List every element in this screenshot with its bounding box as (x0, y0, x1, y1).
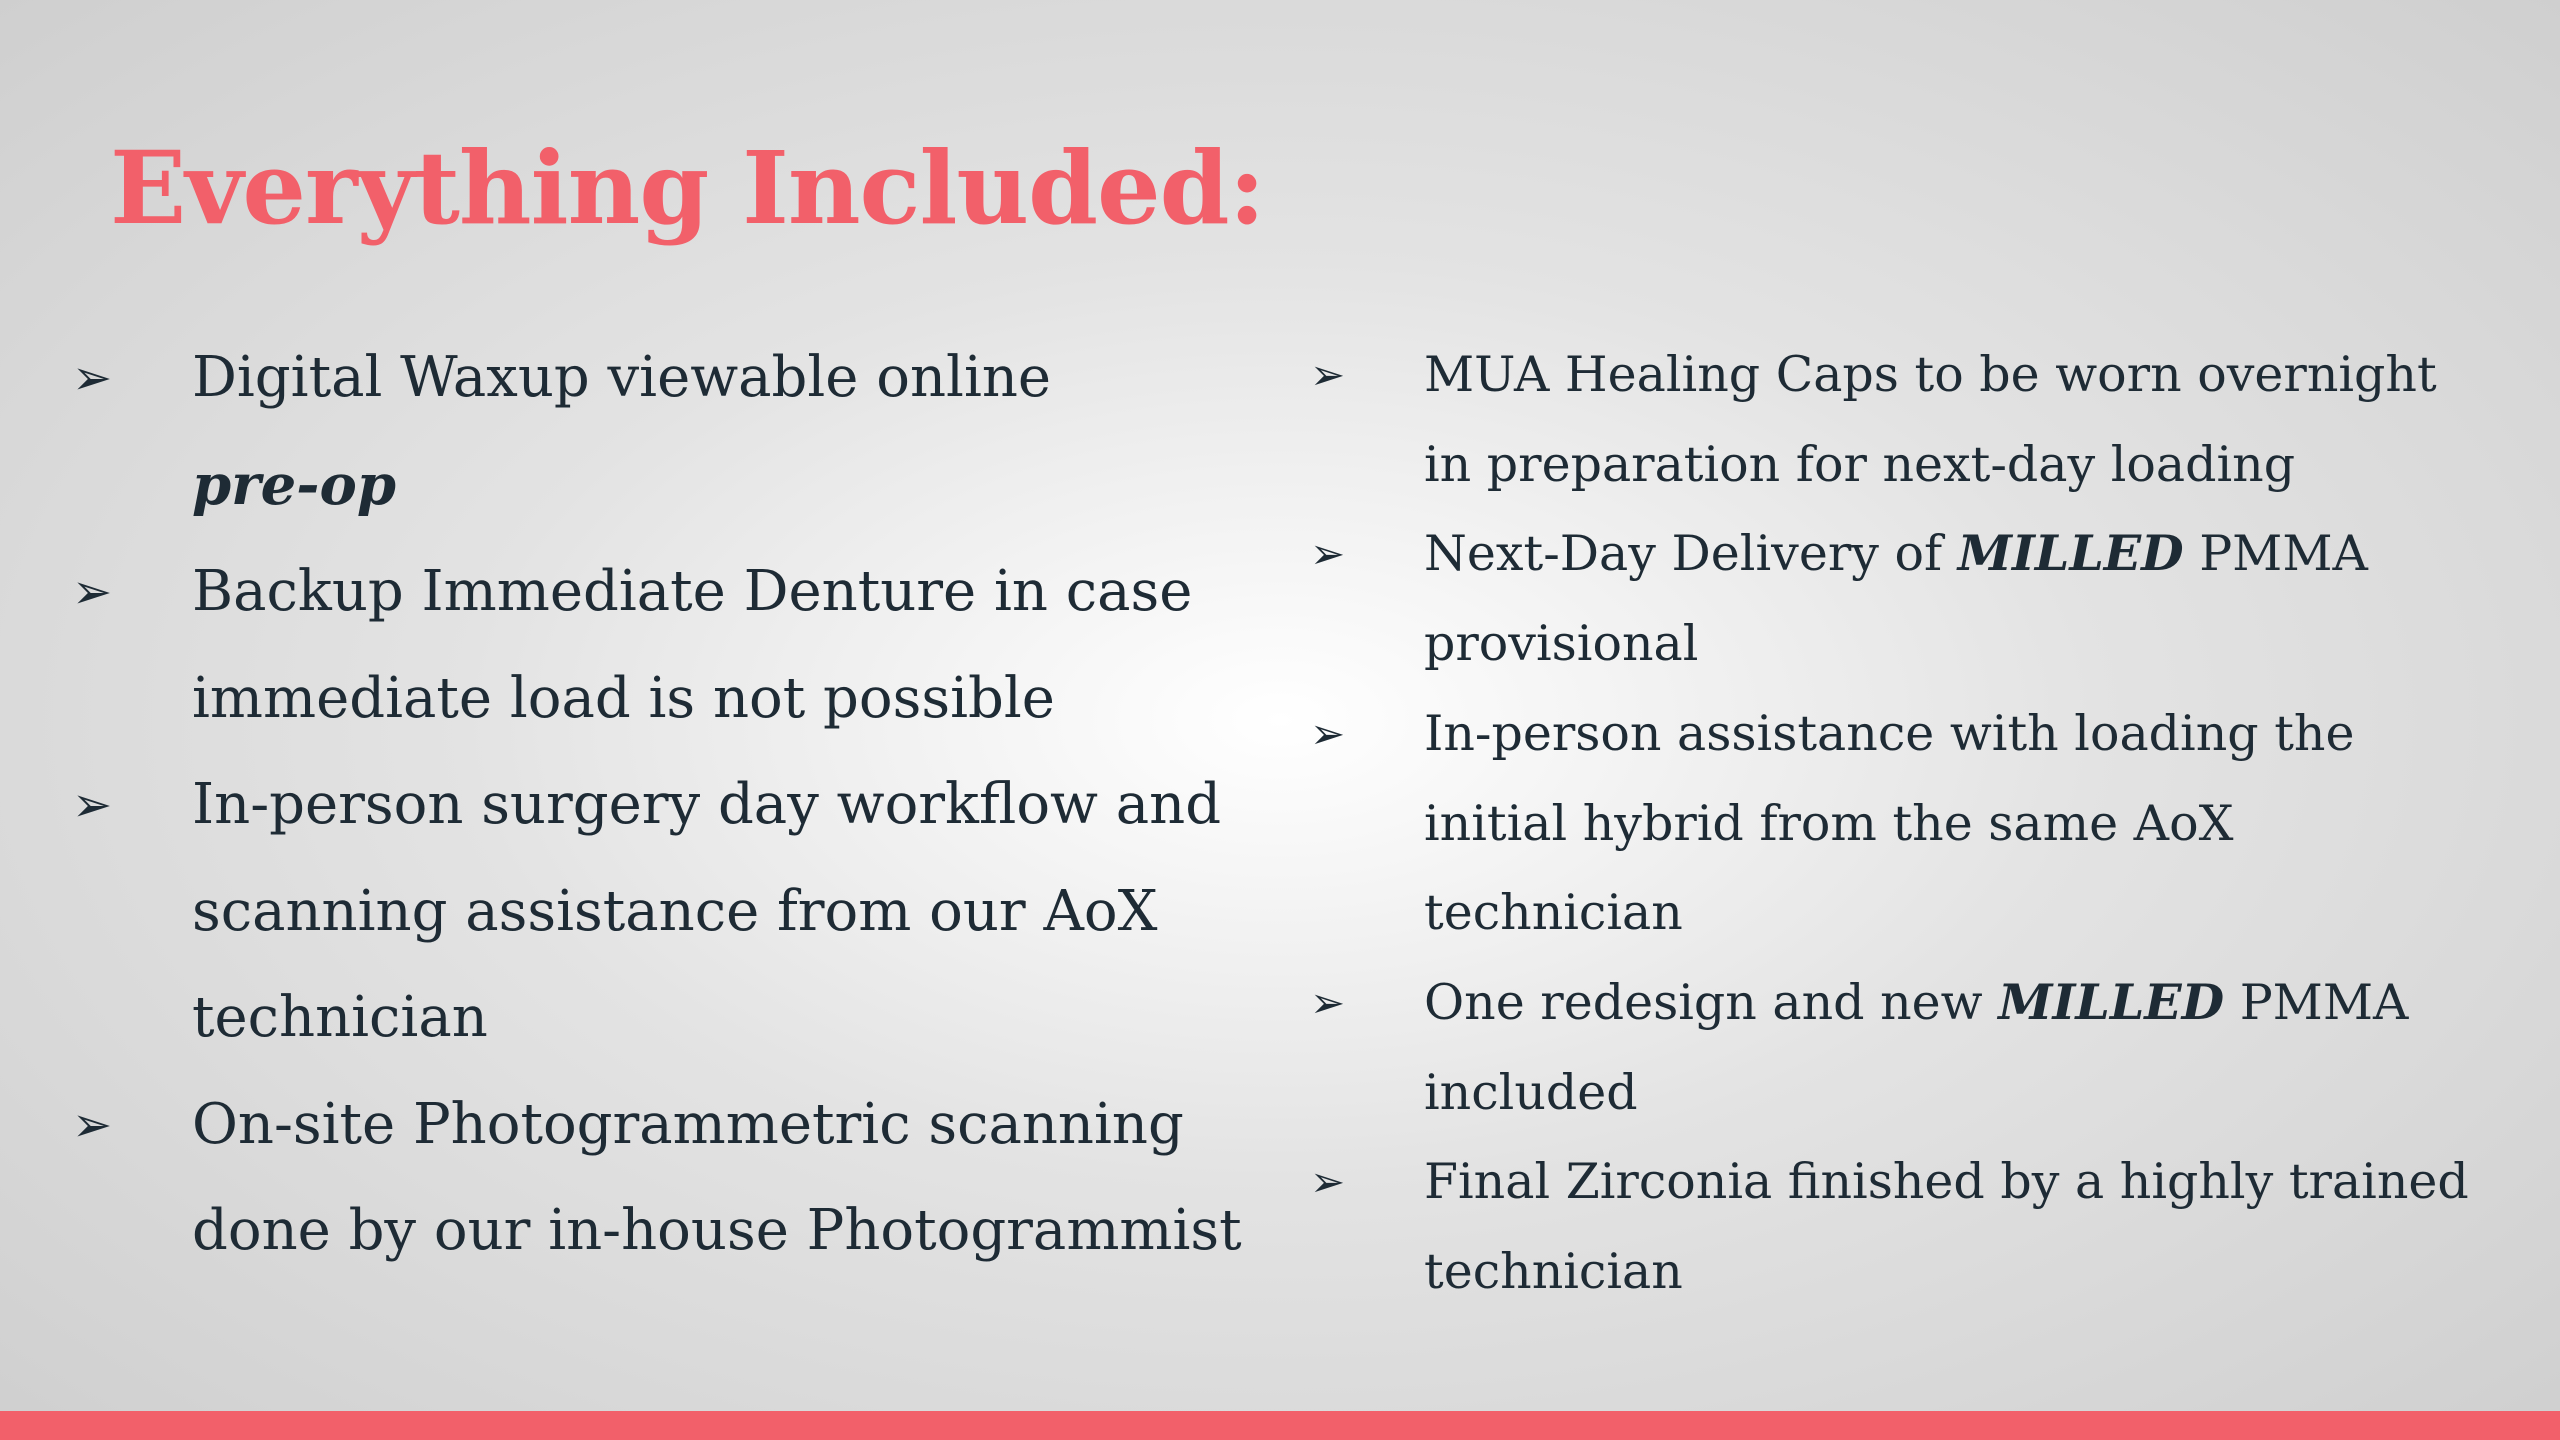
arrow-bullet-icon: ➢ (72, 564, 113, 620)
footer-accent-bar (0, 1411, 2560, 1440)
item-emphasis: MILLED (1957, 524, 2184, 583)
item-text-after: PMMA provisional (1424, 525, 2368, 673)
item-text: Final Zirconia finished by a highly trained technician (1424, 1153, 2469, 1301)
arrow-bullet-icon: ➢ (72, 777, 113, 833)
list-item (1310, 330, 2470, 509)
arrow-bullet-icon: ➢ (1310, 708, 1346, 758)
list-item (1310, 958, 2470, 1137)
list-item (72, 1072, 1272, 1285)
arrow-bullet-icon: ➢ (72, 1096, 113, 1153)
item-emphasis: MILLED (1998, 972, 2225, 1031)
slide-title: Everything Included: (110, 129, 1265, 247)
list-item (1310, 689, 2470, 958)
item-text-before: One redesign and new (1424, 973, 1999, 1031)
item-emphasis: pre-op (192, 451, 397, 518)
right-bullet-list (1310, 330, 2470, 1317)
item-text: In-person assistance with loading the initial hybrid from the same AoX technician (1424, 704, 2355, 942)
list-item (72, 752, 1272, 1072)
list-item (1310, 509, 2470, 688)
item-text: Digital Waxup viewable online (192, 345, 1052, 410)
item-text: In-person surgery day workflow and scanning assistance from our AoX technician (192, 772, 1222, 1050)
item-text: On-site Photogrammetric scanning done by our in-house Photogrammist (192, 1091, 1242, 1263)
arrow-bullet-icon: ➢ (1310, 977, 1346, 1027)
arrow-bullet-icon: ➢ (1310, 350, 1346, 399)
left-bullet-list (72, 325, 1272, 1285)
item-text-after: PMMA included (1424, 973, 2409, 1121)
arrow-bullet-icon: ➢ (72, 350, 113, 406)
arrow-bullet-icon: ➢ (1310, 1157, 1346, 1207)
arrow-bullet-icon: ➢ (1310, 529, 1346, 579)
item-text: MUA Healing Caps to be worn overnight in preparation for next-day loading (1424, 346, 2437, 493)
item-text: Backup Immediate Denture in case immediate load is not possible (192, 559, 1193, 731)
list-item (1310, 1137, 2470, 1316)
list-item (72, 325, 1272, 539)
list-item (72, 539, 1272, 752)
item-text-before: Next-Day Delivery of (1424, 525, 1958, 583)
